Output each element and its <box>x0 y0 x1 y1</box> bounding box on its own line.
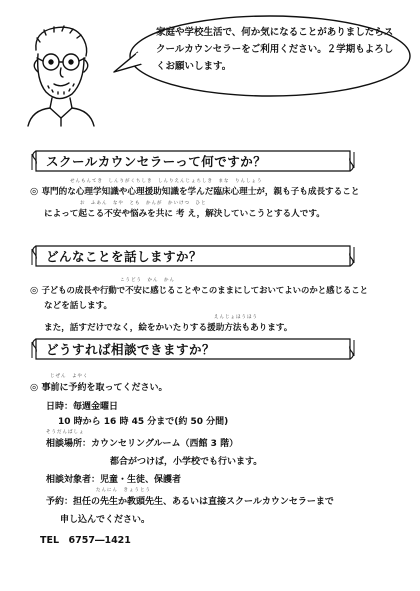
bullet-mark: ◎ <box>30 285 39 296</box>
description-text: によって起こる不安や悩みを共に 考 え，解決していこうとする人です。 <box>44 209 325 219</box>
reservation-info-line-2: 申し込んでください。 <box>60 515 151 525</box>
consultation-place: 相談場所：カウンセリングルーム（西館 3 階） <box>46 439 239 449</box>
section-3-line-1 <box>30 380 167 393</box>
section-title: スクールカウンセラーって何ですか？ <box>46 154 267 169</box>
counselor-portrait-illustration <box>14 20 106 128</box>
bullet-mark: ◎ <box>30 382 39 393</box>
section-banner-topics <box>30 243 356 269</box>
section-banner-how-to <box>30 336 356 362</box>
speech-bubble-message: 家庭や学校生活で、何か気になることがありましたらスクールカウンセラーをご利用ください。２学期もよろしくお願いします。 <box>156 27 394 72</box>
section-title: どうすれば相談できますか？ <box>46 342 216 357</box>
section-title: どんなことを話しますか？ <box>46 249 203 264</box>
consultation-target: 相談対象者：児童・生徒、保護者 <box>46 475 182 485</box>
description-text: また，話すだけでなく，絵をかいたりする援助方法もあります。 <box>44 323 293 333</box>
furigana-line: たんにん きょうとう <box>96 488 151 493</box>
telephone-number: TEL 6757―1421 <box>40 535 131 546</box>
reservation-info-line-1: 予約：担任の先生か教頭先生、あるいは直接スクールカウンセラーまで <box>46 497 334 507</box>
description-text: 事前に予約を取ってください。 <box>41 383 168 393</box>
description-text: 子どもの成長や行動で不安に感じることやこのままにしておいてよいのかと感じること <box>41 285 369 295</box>
description-text: などを話します。 <box>44 301 113 311</box>
bullet-mark: ◎ <box>30 186 39 197</box>
furigana-line: お ふあん なや とも かんが かいけつ ひと <box>80 201 207 206</box>
furigana-line: せんもんてき しんりがくちしき しんりえんじょちしき まな りんしょう <box>70 179 263 184</box>
section-2-line-1 <box>30 284 368 296</box>
schedule-day: 日時：毎週金曜日 <box>46 402 119 412</box>
furigana-line: えんじょほうほう <box>214 315 258 320</box>
furigana-line: じぜん よやく <box>50 374 89 379</box>
section-1-line-1 <box>30 185 359 197</box>
section-banner-what-is <box>30 148 356 174</box>
furigana-line: そうだんばしょ <box>46 430 85 435</box>
schedule-time: 10 時から 16 時 45 分まで(約 50 分間) <box>58 417 229 427</box>
description-text: 専門的な心理学知識や心理援助知識を学んだ臨床心理士が，親も子も成長すること <box>41 187 360 197</box>
furigana-line: こうどう かん かん <box>120 278 175 283</box>
consultation-place-note: 都合がつけば，小学校でも行います。 <box>110 457 263 467</box>
